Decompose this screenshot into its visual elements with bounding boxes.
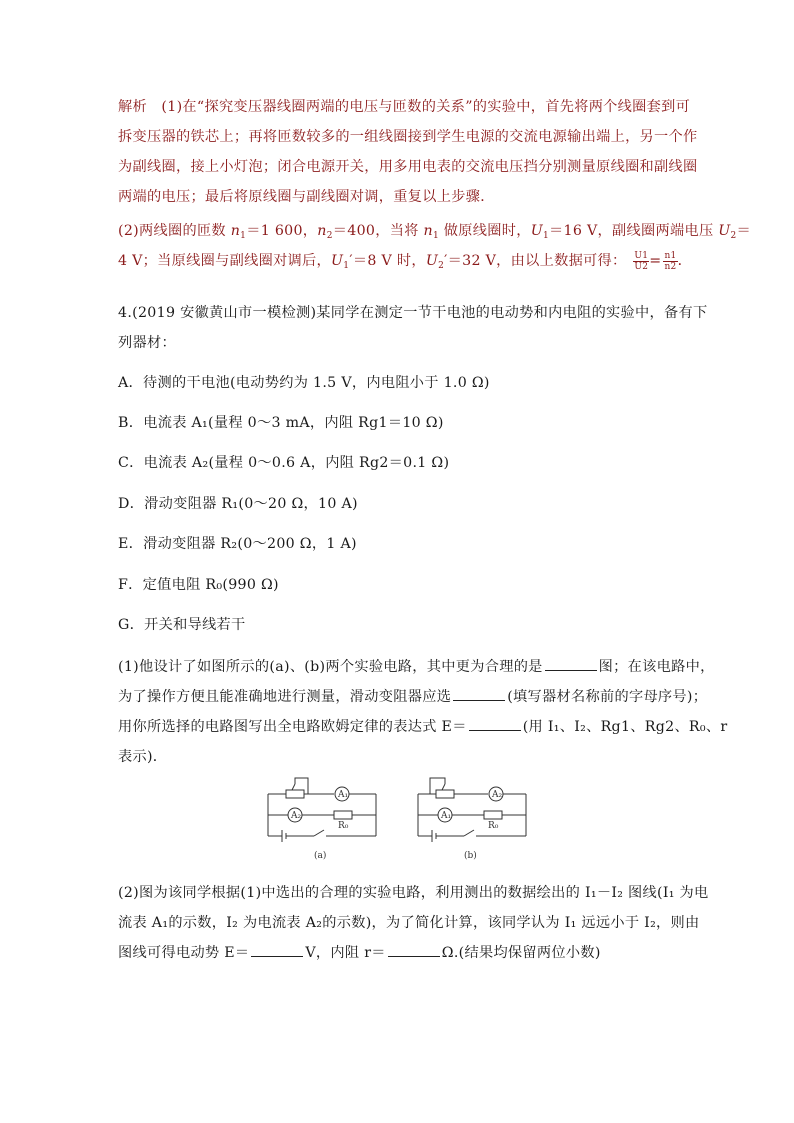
item-a: A．待测的干电池(电动势约为 1.5 V，内电阻小于 1.0 Ω) [118, 375, 490, 391]
switch-icon [464, 830, 474, 836]
caption-a: (a) [314, 851, 327, 861]
analysis-line-6: 4 V；当原线圈与副线圈对调后，$U_1'=8$ V 时，$U_2'=32$ V，由以上数据可得： $\frac{U1}{U2}$ = $\frac{n1}{n2}$ ． [118, 250, 693, 272]
answer-blank-circuit[interactable] [545, 658, 597, 671]
analysis-line-4: 两端的电压；最后将原线圈与副线圈对调，重复以上步骤． [118, 189, 495, 205]
item-d: D．滑动变阻器 R₁(0～20 Ω，10 A) [118, 496, 358, 512]
item-b: B．电流表 A₁(量程 0～3 mA，内阻 Rg1＝10 Ω) [118, 415, 444, 431]
question-heading-1: 4.(2019 安徽黄山市一模检测)某同学在测定一节干电池的电动势和内电阻的实验中，备有下 [118, 305, 708, 321]
item-f: F．定值电阻 R₀(990 Ω) [118, 577, 279, 593]
switch-icon [314, 830, 324, 836]
analysis-line-5: (2)两线圈的匝数 $n_1=1$ 600，$n_2=400$，当将 $n_1$ 做原线圈时，$U_1=16$ V，副线圈两端电压 $U_2=$ [118, 223, 752, 241]
ratio-n: $\frac{n1}{n2}$ [664, 250, 677, 272]
caption-b: (b) [464, 851, 477, 861]
question-heading-2: 列器材： [118, 335, 176, 351]
resistor-r0-icon [334, 811, 352, 819]
part2-line-1: (2)图为该同学根据(1)中选出的合理的实验电路，利用测出的数据绘出的 I₁－I₂ 图线(I₁ 为电 [118, 885, 709, 901]
label-a1: A₁ [441, 811, 452, 821]
label-a2: A₂ [291, 811, 302, 821]
part2-line-2: 流表 A₁的示数，I₂ 为电流表 A₂的示数)，为了简化计算，该同学认为 I₁ 远远小于 I₂，则由 [118, 915, 700, 931]
resistor-r0-icon [484, 811, 502, 819]
rheostat-icon [436, 790, 454, 798]
part2-line-3: 图线可得电动势 E＝ V，内阻 r＝ Ω.(结果均保留两位小数) [118, 945, 601, 961]
label-a1: A₁ [338, 790, 349, 800]
item-e: E．滑动变阻器 R₂(0～200 Ω，1 A) [118, 536, 357, 552]
answer-blank-rheostat[interactable] [453, 688, 505, 701]
circuit-diagram-a [258, 774, 386, 862]
circuit-diagram-b [408, 774, 536, 862]
rheostat-icon [286, 790, 304, 798]
item-g: G．开关和导线若干 [118, 617, 246, 633]
analysis-label: 解析 [118, 99, 147, 115]
analysis-line-1: 解析 (1)在“探究变压器线圈两端的电压与匝数的关系”的实验中，首先将两个线圈套到可 [118, 99, 691, 115]
part1-line-4: 表示)． [118, 749, 168, 765]
analysis-line-2: 拆变压器的铁芯上；再将匝数较多的一组线圈接到学生电源的交流电源输出端上，另一个作 [118, 129, 698, 145]
answer-blank-resistance[interactable] [388, 944, 440, 957]
label-r0: R₀ [488, 821, 499, 831]
part1-line-2: 为了操作方便且能准确地进行测量，滑动变阻器应选 (填写器材名称前的字母序号)； [118, 689, 708, 705]
label-a2: A₂ [492, 790, 503, 800]
part1-line-3: 用你所选择的电路图写出全电路欧姆定律的表达式 E＝ (用 I₁、I₂、Rg1、Rg2、R₀、r [118, 719, 728, 735]
item-c: C．电流表 A₂(量程 0～0.6 A，内阻 Rg2＝0.1 Ω) [118, 455, 450, 471]
part1-line-1: (1)他设计了如图所示的(a)、(b)两个实验电路，其中更为合理的是 图；在该电路中， [118, 659, 715, 675]
ratio-u: $\frac{U1}{U2}$ [634, 250, 649, 272]
analysis-line-3: 为副线圈，接上小灯泡；闭合电源开关，用多用电表的交流电压挡分别测量原线圈和副线圈 [118, 159, 698, 175]
answer-blank-expression[interactable] [469, 718, 521, 731]
answer-blank-emf[interactable] [251, 944, 303, 957]
label-r0: R₀ [338, 821, 349, 831]
